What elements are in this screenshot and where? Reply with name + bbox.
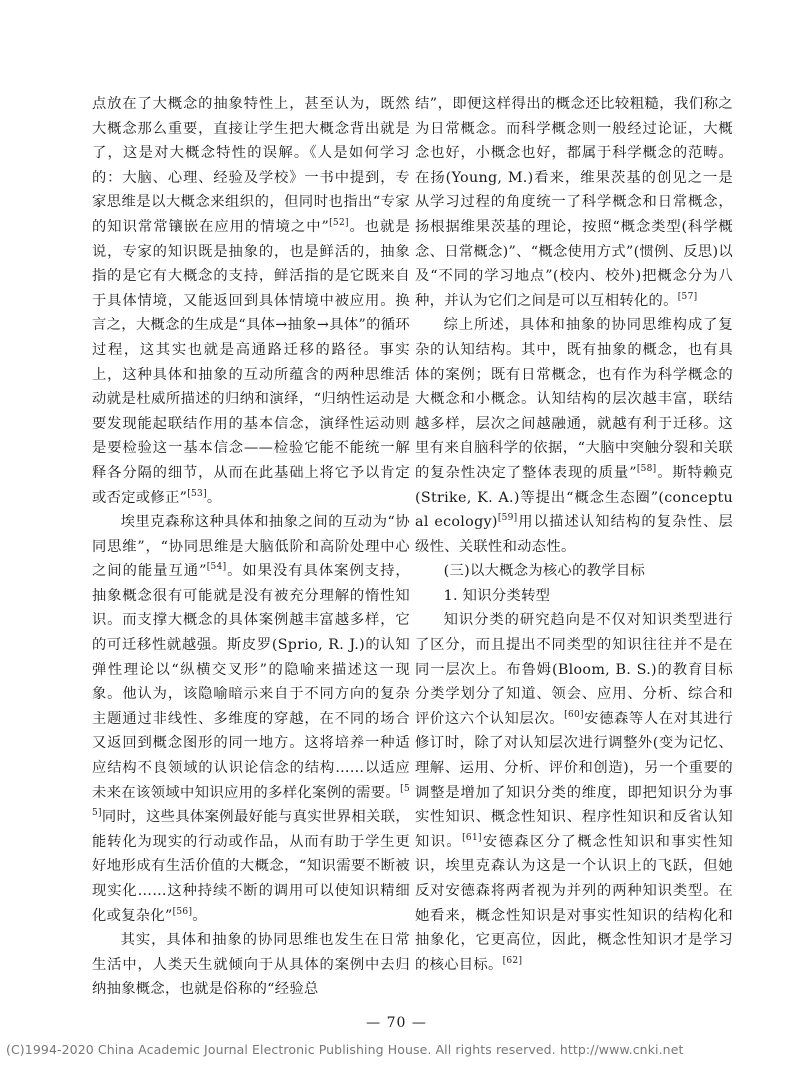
- citation-ref[interactable]: [62]: [502, 956, 523, 967]
- paragraph: 点放在了大概念的抽象特性上，甚至认为，既然大概念那么重要，直接让学生把大概念背出就是了，这是对大概念特性的误解。《人是如何学习的：大脑、心理、经验及学校》一书中提到，专家思维是以大概念来组织的，但同时也指出“专家的知识常常镶嵌在应用的情境之中”[52]。也就是说，专家的知识既是抽象的，也是鲜活的，抽象指的是它有大概念的支持，鲜活指的是它既来自于具体情境，又能返回到具体情境中被应用。换言之，大概念的生成是“具体→抽象→具体”的循环过程，这其实也就是高通路迁移的路径。事实上，这种具体和抽象的互动所蕴含的两种思维活动就是杜威所描述的归纳和演绎，“归纳性运动是要发现能起联结作用的基本信念，演绎性运动则是要检验这一基本信念——检验它能不能统一解释各分隔的细节，从而在此基础上将它予以肯定或否定或修正”[53]。: [92, 96, 410, 506]
- citation-ref[interactable]: [59]: [497, 513, 518, 524]
- copyright-notice: (C)1994-2020 China Academic Journal Electronic Publishing House. All rights reserved. http://www.cnki.net: [6, 1042, 684, 1057]
- paragraph: 埃里克森称这种具体和抽象之间的互动为“协同思维”，“协同思维是大脑低阶和高阶处理中心之间的能量互通”[54]。如果没有具体案例支持，抽象概念很有可能就是没有被充分理解的惰性知识。而支撑大概念的具体案例越丰富越多样，它的可迁移性就越强。斯皮罗(Sprio, R. J.)的认知弹性理论以“纵横交叉形”的隐喻来描述这一现象。他认为，该隐喻暗示来自于不同方向的复杂主题通过非线性、多维度的穿越，在不同的场合又返回到概念图形的同一地方。这将培养一种适应结构不良领域的认识论信念的结构……以适应未来在该领域中知识应用的多样化案例的需要。[55]同时，这些具体案例最好能与真实世界相关联，能转化为现实的行动或作品，从而有助于学生更好地形成有生活价值的大概念，“知识需要不断被现实化……这种持续不断的调用可以使知识精细化或复杂化”[56]。: [92, 514, 410, 924]
- citation-ref[interactable]: [57]: [677, 291, 698, 302]
- subsection-heading: 1. 知识分类转型: [443, 587, 551, 604]
- paragraph: 综上所述，具体和抽象的协同思维构成了复杂的认知结构。其中，既有抽象的概念，也有具体的案例；既有日常概念，也有作为科学概念的大概念和小概念。认知结构的层次越丰富，联结越多样，层次之间越融通，就越有利于迁移。这里有来自脑科学的依据，“大脑中突触分裂和关联的复杂性决定了整体表现的质量”[58]。斯特赖克(Strike, K. A.)等提出“概念生态圈”(conceptual ecology)[59]用以描述认知结构的复杂性、层级性、关联性和动态性。: [415, 317, 733, 555]
- citation-ref[interactable]: [58]: [636, 464, 657, 475]
- citation-ref[interactable]: [61]: [462, 833, 482, 844]
- citation-ref[interactable]: [56]: [172, 906, 193, 917]
- citation-ref[interactable]: [53]: [187, 488, 207, 499]
- citation-ref[interactable]: [55]: [92, 783, 410, 819]
- paragraph: 知识分类的研究趋向是不仅对知识类型进行了区分，而且提出不同类型的知识往往并不是在同一层次上。布鲁姆(Bloom, B. S.)的教育目标分类学划分了知道、领会、应用、分析、综合和评价这六个认知层次。[60]安德森等人在对其进行修订时，除了对认知层次进行调整外(变为记忆、理解、运用、分析、评价和创造)，另一个重要的调整是增加了知识分类的维度，即把知识分为事实性知识、概念性知识、程序性知识和反省认知知识。[61]安德森区分了概念性知识和事实性知识，埃里克森认为这是一个认识上的飞跃，但她反对安德森将两者视为并列的两种知识类型。在她看来，概念性知识是对事实性知识的结构化和抽象化，它更高位，因此，概念性知识才是学习的核心目标。[62]: [415, 612, 733, 973]
- citation-ref[interactable]: [54]: [206, 562, 227, 573]
- citation-ref[interactable]: [60]: [564, 710, 584, 721]
- paragraph: 结”，即便这样得出的概念还比较粗糙，我们称之为日常概念。而科学概念则一般经过论证，大概念也好，小概念也好，都属于科学概念的范畴。在扬(Young, M.)看来，维果茨基的创见之一是从学习过程的角度统一了科学概念和日常概念，扬根据维果茨基的理论，按照“概念类型(科学概念、日常概念)”、“概念使用方式”(惯例、反思)以及“不同的学习地点”(校内、校外)把概念分为八种，并认为它们之间是可以互相转化的。[57]: [415, 96, 733, 309]
- citation-ref[interactable]: [52]: [329, 218, 349, 229]
- left-column: [92, 92, 410, 1002]
- right-column: [415, 92, 733, 977]
- page-number: — 70 —: [366, 1015, 427, 1031]
- section-heading: (三)以大概念为核心的教学目标: [443, 563, 646, 580]
- paragraph: 其实，具体和抽象的协同思维也发生在日常生活中，人类天生就倾向于从具体的案例中去归纳抽象概念，也就是俗称的“经验总: [92, 932, 410, 998]
